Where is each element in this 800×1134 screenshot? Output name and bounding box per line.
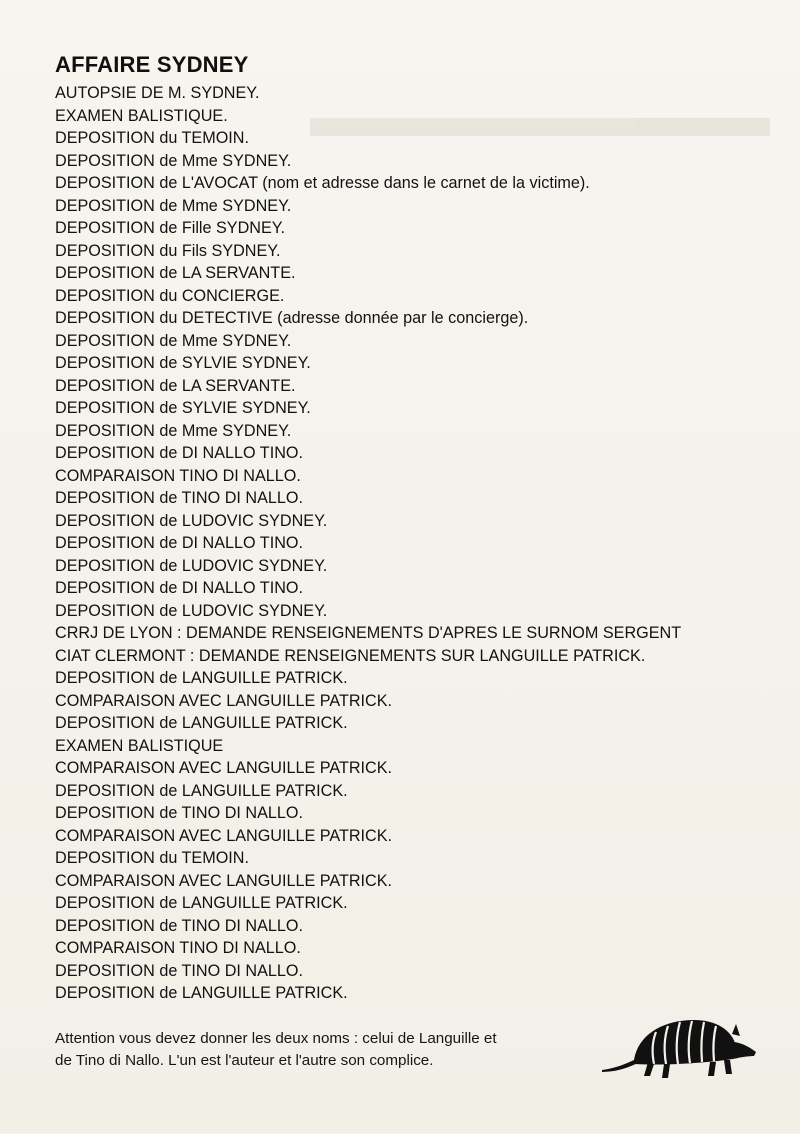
list-item: COMPARAISON TINO DI NALLO. bbox=[55, 939, 301, 957]
list-item: DEPOSITION de DI NALLO TINO. bbox=[55, 534, 303, 552]
list-item: DEPOSITION de LUDOVIC SYDNEY. bbox=[55, 601, 328, 620]
list-item: DEPOSITION de Mme SYDNEY. bbox=[55, 421, 292, 440]
list-item: DEPOSITION de L'AVOCAT (nom et adresse dans le carnet de la victime). bbox=[55, 174, 590, 192]
list-item: DEPOSITION de TINO DI NALLO. bbox=[55, 489, 303, 507]
list-item: DEPOSITION du CONCIERGE. bbox=[55, 286, 285, 305]
note-line-1: Attention vous devez donner les deux noms : celui de Languille et bbox=[55, 1030, 497, 1047]
list-item: DEPOSITION du Fils SYDNEY. bbox=[55, 241, 281, 260]
list-item: DEPOSITION du DETECTIVE (adresse donnée par le concierge). bbox=[55, 309, 529, 327]
list-item: COMPARAISON AVEC LANGUILLE PATRICK. bbox=[55, 826, 393, 845]
note-line-2: de Tino di Nallo. L'un est l'auteur et l'autre son complice. bbox=[55, 1052, 434, 1069]
list-item: DEPOSITION de LUDOVIC SYDNEY. bbox=[55, 556, 328, 575]
attention-note bbox=[55, 1028, 615, 1072]
list-item: COMPARAISON AVEC LANGUILLE PATRICK. bbox=[55, 871, 393, 890]
solution-steps-list bbox=[55, 82, 785, 1005]
list-item: DEPOSITION de TINO DI NALLO. bbox=[55, 916, 303, 935]
list-item: DEPOSITION de Mme SYDNEY. bbox=[55, 151, 292, 170]
list-item: COMPARAISON AVEC LANGUILLE PATRICK. bbox=[55, 691, 393, 710]
list-item: DEPOSITION de LANGUILLE PATRICK. bbox=[55, 669, 348, 687]
list-item: EXAMEN BALISTIQUE. bbox=[55, 106, 228, 125]
list-item: DEPOSITION de TINO DI NALLO. bbox=[55, 961, 303, 980]
list-item: DEPOSITION de LA SERVANTE. bbox=[55, 264, 296, 282]
list-item: DEPOSITION du TEMOIN. bbox=[55, 849, 249, 867]
list-item: DEPOSITION de Mme SYDNEY. bbox=[55, 331, 292, 350]
page-title: AFFAIRE SYDNEY bbox=[55, 52, 249, 77]
list-item: DEPOSITION de Fille SYDNEY. bbox=[55, 219, 285, 237]
list-item: DEPOSITION de LANGUILLE PATRICK. bbox=[55, 781, 348, 800]
list-item: DEPOSITION de SYLVIE SYDNEY. bbox=[55, 354, 311, 372]
list-item: CIAT CLERMONT : DEMANDE RENSEIGNEMENTS SUR LANGUILLE PATRICK. bbox=[55, 646, 646, 665]
list-item: DEPOSITION de SYLVIE SYDNEY. bbox=[55, 399, 311, 417]
list-item: DEPOSITION de LA SERVANTE. bbox=[55, 376, 296, 395]
list-item: DEPOSITION de LANGUILLE PATRICK. bbox=[55, 984, 348, 1002]
list-item: DEPOSITION de TINO DI NALLO. bbox=[55, 804, 303, 822]
list-item: DEPOSITION de LANGUILLE PATRICK. bbox=[55, 714, 348, 732]
list-item: COMPARAISON AVEC LANGUILLE PATRICK. bbox=[55, 759, 393, 777]
list-item: AUTOPSIE DE M. SYDNEY. bbox=[55, 84, 260, 102]
list-item: DEPOSITION de LANGUILLE PATRICK. bbox=[55, 894, 348, 912]
list-item: EXAMEN BALISTIQUE bbox=[55, 736, 224, 755]
armadillo-icon bbox=[598, 1012, 758, 1084]
list-item: COMPARAISON TINO DI NALLO. bbox=[55, 466, 301, 485]
list-item: DEPOSITION du TEMOIN. bbox=[55, 129, 249, 147]
list-item: CRRJ DE LYON : DEMANDE RENSEIGNEMENTS D'APRES LE SURNOM SERGENT bbox=[55, 624, 682, 642]
list-item: DEPOSITION de DI NALLO TINO. bbox=[55, 579, 303, 597]
list-item: DEPOSITION de DI NALLO TINO. bbox=[55, 444, 303, 462]
list-item: DEPOSITION de LUDOVIC SYDNEY. bbox=[55, 511, 328, 530]
list-item: DEPOSITION de Mme SYDNEY. bbox=[55, 196, 292, 215]
